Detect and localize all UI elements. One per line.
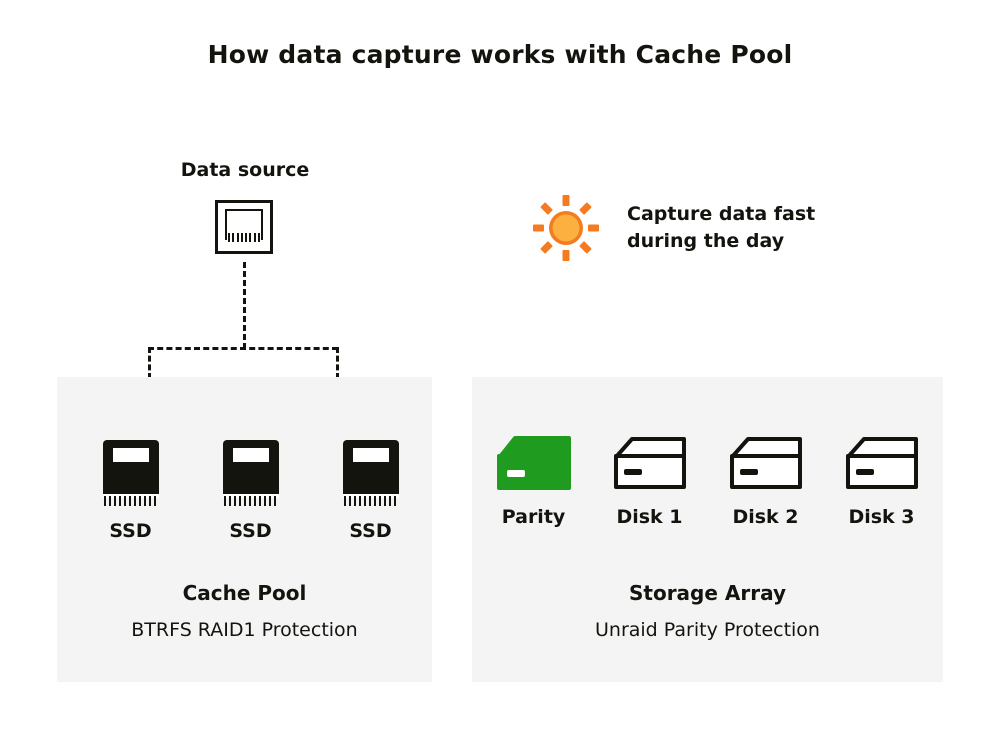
flow-line-horizontal	[148, 347, 338, 350]
cache-pool-device-3	[324, 432, 418, 542]
hard-disk-icon	[843, 432, 921, 494]
hard-disk-icon	[611, 432, 689, 494]
daytime-note-line1: Capture data fast	[627, 203, 816, 225]
storage-array-device-3	[835, 432, 929, 528]
data-source-label: Data source	[180, 159, 310, 181]
storage-array-subtitle: Unraid Parity Protection	[595, 619, 820, 641]
ssd-icon	[97, 432, 165, 508]
storage-array-title: Storage Array	[628, 581, 787, 605]
storage-array-device-2	[719, 432, 813, 528]
flow-line-vertical	[243, 262, 246, 349]
storage-array-device-2-label: Disk 2	[732, 506, 799, 528]
hard-disk-icon	[727, 432, 805, 494]
cache-pool-device-1	[84, 432, 178, 542]
cache-pool-devices	[57, 432, 438, 542]
storage-array-device-parity	[487, 432, 581, 528]
storage-array-device-1-label: Disk 1	[616, 506, 683, 528]
daytime-note	[627, 201, 887, 255]
hard-disk-icon	[495, 432, 573, 494]
cache-pool-subtitle: BTRFS RAID1 Protection	[131, 619, 358, 641]
ethernet-port-icon	[215, 200, 273, 254]
ssd-icon	[337, 432, 405, 508]
storage-array-device-parity-label: Parity	[501, 506, 566, 528]
storage-array-devices	[472, 432, 943, 528]
page-title: How data capture works with Cache Pool	[207, 40, 793, 69]
ssd-icon	[217, 432, 285, 508]
daytime-note-line2: during the day	[627, 230, 785, 252]
cache-pool-title: Cache Pool	[182, 581, 307, 605]
storage-array-device-1	[603, 432, 697, 528]
storage-array-panel	[472, 377, 943, 682]
cache-pool-panel	[57, 377, 432, 682]
sun-icon	[533, 195, 599, 261]
cache-pool-device-3-label: SSD	[349, 520, 392, 542]
cache-pool-device-2	[204, 432, 298, 542]
storage-array-device-3-label: Disk 3	[848, 506, 915, 528]
cache-pool-device-2-label: SSD	[229, 520, 272, 542]
cache-pool-device-1-label: SSD	[109, 520, 152, 542]
